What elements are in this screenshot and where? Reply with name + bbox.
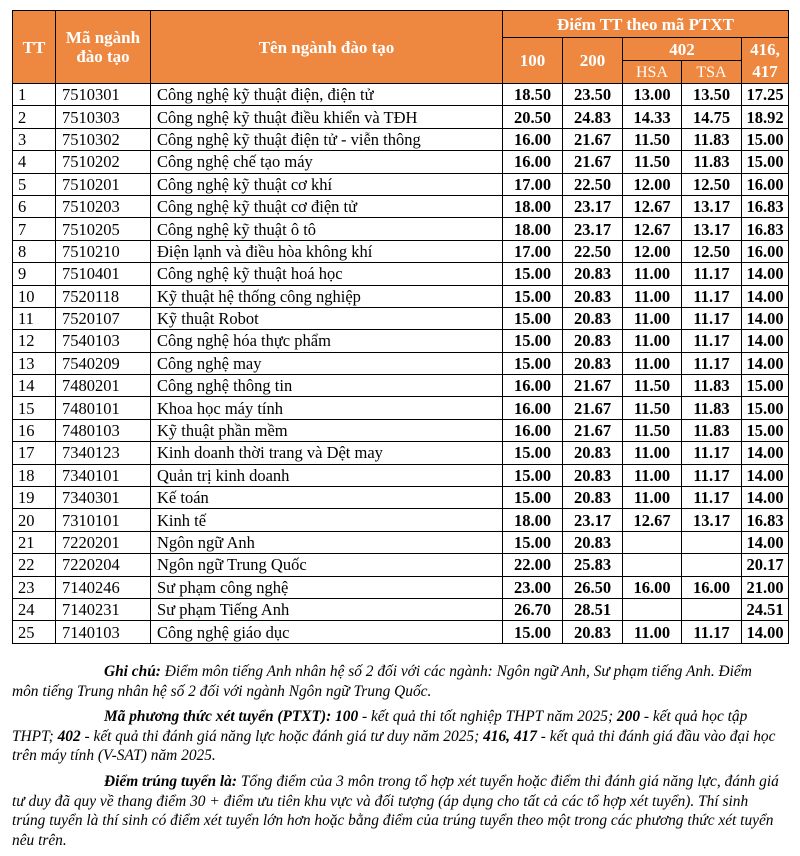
cell-score-hsa: 11.00 bbox=[623, 330, 682, 352]
note-method-200-text: - kết quả học tập THPT; bbox=[12, 708, 748, 745]
cell-score-hsa: 11.00 bbox=[623, 464, 682, 486]
cell-score-tsa bbox=[682, 598, 742, 620]
cell-score-hsa: 11.00 bbox=[623, 487, 682, 509]
cell-major-code: 7480103 bbox=[56, 419, 151, 441]
cell-score-tsa: 11.17 bbox=[682, 487, 742, 509]
cell-major-name: Quản trị kinh doanh bbox=[151, 464, 503, 486]
cell-score-100: 15.00 bbox=[503, 330, 563, 352]
cell-score-tsa: 11.17 bbox=[682, 307, 742, 329]
cell-tt: 15 bbox=[13, 397, 56, 419]
cell-major-name: Kinh doanh thời trang và Dệt may bbox=[151, 442, 503, 464]
cell-score-tsa: 11.17 bbox=[682, 263, 742, 285]
table-row bbox=[13, 531, 789, 553]
cell-major-name: Sư phạm công nghệ bbox=[151, 576, 503, 598]
cell-score-tsa: 11.17 bbox=[682, 464, 742, 486]
note-method-416-code: 416, 417 bbox=[483, 727, 537, 745]
cell-score-416-417: 15.00 bbox=[742, 397, 789, 419]
cell-score-hsa: 11.50 bbox=[623, 419, 682, 441]
cell-score-200: 21.67 bbox=[563, 128, 623, 150]
cell-score-416-417: 14.00 bbox=[742, 307, 789, 329]
cell-major-code: 7540103 bbox=[56, 330, 151, 352]
cell-major-code: 7510301 bbox=[56, 84, 151, 106]
table-row bbox=[13, 106, 789, 128]
cell-score-100: 16.00 bbox=[503, 151, 563, 173]
table-row bbox=[13, 598, 789, 620]
header-method-416-417: 416, 417 bbox=[742, 38, 789, 84]
cell-score-100: 26.70 bbox=[503, 598, 563, 620]
cell-score-hsa: 16.00 bbox=[623, 576, 682, 598]
cell-score-416-417: 20.17 bbox=[742, 554, 789, 576]
table-row bbox=[13, 330, 789, 352]
cell-tt: 13 bbox=[13, 352, 56, 374]
cell-major-code: 7510302 bbox=[56, 128, 151, 150]
cell-score-100: 18.50 bbox=[503, 84, 563, 106]
cell-score-416-417: 14.00 bbox=[742, 442, 789, 464]
cell-score-200: 20.83 bbox=[563, 464, 623, 486]
table-row bbox=[13, 173, 789, 195]
note-coefficient-text: Điểm môn tiếng Anh nhân hệ số 2 đối với các ngành: Ngôn ngữ Anh, Sư phạm tiếng Anh. Điểm môn tiếng Trung nhân hệ số 2 đối với ngành Ngôn ngữ Trung Quốc. bbox=[12, 663, 752, 700]
cell-tt: 5 bbox=[13, 173, 56, 195]
note-passing-score-label: Điểm trúng tuyển là: bbox=[104, 772, 237, 790]
cell-score-200: 20.83 bbox=[563, 442, 623, 464]
cell-score-416-417: 16.83 bbox=[742, 509, 789, 531]
cell-score-100: 22.00 bbox=[503, 554, 563, 576]
table-row bbox=[13, 218, 789, 240]
cell-tt: 18 bbox=[13, 464, 56, 486]
cell-tt: 21 bbox=[13, 531, 56, 553]
cell-major-code: 7510202 bbox=[56, 151, 151, 173]
note-method-codes bbox=[12, 707, 782, 766]
cell-tt: 16 bbox=[13, 419, 56, 441]
cell-score-416-417: 14.00 bbox=[742, 464, 789, 486]
cell-major-name: Kế toán bbox=[151, 487, 503, 509]
cell-major-name: Điện lạnh và điều hòa không khí bbox=[151, 240, 503, 262]
header-tsa: TSA bbox=[682, 61, 742, 84]
cell-score-tsa: 11.17 bbox=[682, 621, 742, 643]
cell-score-416-417: 16.00 bbox=[742, 240, 789, 262]
cell-score-hsa: 11.00 bbox=[623, 621, 682, 643]
cell-score-416-417: 14.00 bbox=[742, 285, 789, 307]
cell-score-tsa: 13.50 bbox=[682, 84, 742, 106]
cell-score-100: 16.00 bbox=[503, 419, 563, 441]
table-row bbox=[13, 464, 789, 486]
cell-score-tsa: 12.50 bbox=[682, 173, 742, 195]
cell-major-name: Công nghệ chế tạo máy bbox=[151, 151, 503, 173]
cell-major-name: Sư phạm Tiếng Anh bbox=[151, 598, 503, 620]
cell-major-name: Công nghệ kỹ thuật cơ khí bbox=[151, 173, 503, 195]
cell-score-hsa: 12.67 bbox=[623, 195, 682, 217]
cell-score-200: 20.83 bbox=[563, 621, 623, 643]
cell-score-416-417: 14.00 bbox=[742, 621, 789, 643]
cell-score-200: 26.50 bbox=[563, 576, 623, 598]
cell-major-name: Công nghệ hóa thực phẩm bbox=[151, 330, 503, 352]
cell-major-name: Kỹ thuật hệ thống công nghiệp bbox=[151, 285, 503, 307]
table-row bbox=[13, 240, 789, 262]
cell-major-code: 7340101 bbox=[56, 464, 151, 486]
cell-tt: 23 bbox=[13, 576, 56, 598]
table-row bbox=[13, 621, 789, 643]
cell-tt: 3 bbox=[13, 128, 56, 150]
cell-major-code: 7520107 bbox=[56, 307, 151, 329]
cell-score-100: 20.50 bbox=[503, 106, 563, 128]
cell-score-tsa: 11.17 bbox=[682, 285, 742, 307]
cell-score-hsa: 11.00 bbox=[623, 307, 682, 329]
cell-score-100: 18.00 bbox=[503, 218, 563, 240]
cell-major-code: 7510303 bbox=[56, 106, 151, 128]
cell-score-100: 23.00 bbox=[503, 576, 563, 598]
cell-score-hsa: 12.67 bbox=[623, 509, 682, 531]
header-major-code: Mã ngành đào tạo bbox=[56, 11, 151, 84]
cell-tt: 11 bbox=[13, 307, 56, 329]
cell-major-code: 7140103 bbox=[56, 621, 151, 643]
cell-tt: 8 bbox=[13, 240, 56, 262]
table-row bbox=[13, 442, 789, 464]
cell-major-name: Công nghệ kỹ thuật cơ điện tử bbox=[151, 195, 503, 217]
note-passing-score bbox=[12, 772, 782, 850]
cell-score-100: 16.00 bbox=[503, 375, 563, 397]
table-row bbox=[13, 509, 789, 531]
cell-score-hsa: 12.00 bbox=[623, 240, 682, 262]
cell-score-200: 20.83 bbox=[563, 307, 623, 329]
cell-major-code: 7220204 bbox=[56, 554, 151, 576]
cell-score-tsa: 11.17 bbox=[682, 330, 742, 352]
table-row bbox=[13, 576, 789, 598]
cell-score-hsa: 11.50 bbox=[623, 128, 682, 150]
cell-major-name: Công nghệ kỹ thuật ô tô bbox=[151, 218, 503, 240]
note-method-100-text: - kết quả thi tốt nghiệp THPT năm 2025; bbox=[358, 708, 617, 726]
header-score-group: Điểm TT theo mã PTXT bbox=[503, 11, 789, 38]
cell-tt: 7 bbox=[13, 218, 56, 240]
cell-tt: 19 bbox=[13, 487, 56, 509]
cell-score-100: 15.00 bbox=[503, 531, 563, 553]
cell-score-tsa bbox=[682, 554, 742, 576]
cell-major-code: 7540209 bbox=[56, 352, 151, 374]
cell-tt: 1 bbox=[13, 84, 56, 106]
table-row bbox=[13, 128, 789, 150]
cell-score-416-417: 16.83 bbox=[742, 195, 789, 217]
cell-major-name: Công nghệ may bbox=[151, 352, 503, 374]
cell-tt: 12 bbox=[13, 330, 56, 352]
cell-score-200: 25.83 bbox=[563, 554, 623, 576]
note-method-codes-label: Mã phương thức xét tuyển (PTXT): 100 bbox=[104, 708, 359, 726]
cell-tt: 22 bbox=[13, 554, 56, 576]
cell-score-tsa: 13.17 bbox=[682, 195, 742, 217]
cell-score-416-417: 15.00 bbox=[742, 151, 789, 173]
cell-score-hsa: 11.00 bbox=[623, 352, 682, 374]
cell-major-code: 7510205 bbox=[56, 218, 151, 240]
cell-tt: 10 bbox=[13, 285, 56, 307]
cell-score-416-417: 15.00 bbox=[742, 419, 789, 441]
cell-tt: 9 bbox=[13, 263, 56, 285]
cell-major-name: Kỹ thuật Robot bbox=[151, 307, 503, 329]
cell-tt: 20 bbox=[13, 509, 56, 531]
cell-score-hsa: 11.00 bbox=[623, 442, 682, 464]
header-major-name: Tên ngành đào tạo bbox=[151, 11, 503, 84]
cell-major-code: 7480101 bbox=[56, 397, 151, 419]
cell-score-tsa: 11.17 bbox=[682, 442, 742, 464]
cell-score-416-417: 16.00 bbox=[742, 173, 789, 195]
cell-score-100: 16.00 bbox=[503, 397, 563, 419]
cell-score-200: 23.17 bbox=[563, 195, 623, 217]
cell-major-code: 7140246 bbox=[56, 576, 151, 598]
cell-major-name: Kỹ thuật phần mềm bbox=[151, 419, 503, 441]
cell-score-200: 23.50 bbox=[563, 84, 623, 106]
header-hsa: HSA bbox=[623, 61, 682, 84]
cell-score-100: 15.00 bbox=[503, 307, 563, 329]
cell-score-hsa: 12.67 bbox=[623, 218, 682, 240]
table-row bbox=[13, 285, 789, 307]
cell-score-tsa: 11.83 bbox=[682, 397, 742, 419]
cell-score-hsa: 11.50 bbox=[623, 397, 682, 419]
cell-score-tsa: 11.83 bbox=[682, 375, 742, 397]
cell-major-code: 7340123 bbox=[56, 442, 151, 464]
cell-score-100: 15.00 bbox=[503, 621, 563, 643]
cell-score-416-417: 14.00 bbox=[742, 263, 789, 285]
note-coefficient bbox=[12, 662, 782, 701]
table-row bbox=[13, 84, 789, 106]
cell-score-hsa bbox=[623, 531, 682, 553]
cell-score-200: 20.83 bbox=[563, 330, 623, 352]
table-row bbox=[13, 151, 789, 173]
table-row bbox=[13, 195, 789, 217]
header-tt: TT bbox=[13, 11, 56, 84]
cell-major-code: 7310101 bbox=[56, 509, 151, 531]
note-method-402-text: - kết quả thi đánh giá năng lực hoặc đánh giá tư duy năm 2025; bbox=[80, 727, 484, 745]
cell-score-tsa: 12.50 bbox=[682, 240, 742, 262]
table-row bbox=[13, 307, 789, 329]
table-row bbox=[13, 419, 789, 441]
cell-score-100: 17.00 bbox=[503, 173, 563, 195]
notes-section bbox=[12, 662, 782, 856]
cell-tt: 17 bbox=[13, 442, 56, 464]
cell-tt: 24 bbox=[13, 598, 56, 620]
table-row bbox=[13, 397, 789, 419]
cell-score-200: 22.50 bbox=[563, 173, 623, 195]
cell-score-200: 20.83 bbox=[563, 531, 623, 553]
cell-score-100: 15.00 bbox=[503, 263, 563, 285]
cell-score-tsa: 11.83 bbox=[682, 128, 742, 150]
cell-tt: 6 bbox=[13, 195, 56, 217]
cell-score-416-417: 17.25 bbox=[742, 84, 789, 106]
cell-score-416-417: 24.51 bbox=[742, 598, 789, 620]
table-row bbox=[13, 263, 789, 285]
cell-major-name: Khoa học máy tính bbox=[151, 397, 503, 419]
cell-score-200: 22.50 bbox=[563, 240, 623, 262]
cell-major-name: Công nghệ kỹ thuật điện tử - viễn thông bbox=[151, 128, 503, 150]
cell-score-100: 15.00 bbox=[503, 352, 563, 374]
cell-score-100: 15.00 bbox=[503, 442, 563, 464]
cell-major-code: 7510401 bbox=[56, 263, 151, 285]
cell-score-200: 21.67 bbox=[563, 151, 623, 173]
note-coefficient-label: Ghi chú: bbox=[104, 663, 161, 680]
note-method-416-text: - kết quả thi đánh giá đầu vào đại học trên máy tính (V-SAT) năm 2025. bbox=[12, 727, 776, 765]
cell-major-code: 7140231 bbox=[56, 598, 151, 620]
cell-score-tsa: 13.17 bbox=[682, 509, 742, 531]
header-method-200: 200 bbox=[563, 38, 623, 84]
cell-score-hsa: 11.50 bbox=[623, 375, 682, 397]
cell-score-416-417: 21.00 bbox=[742, 576, 789, 598]
cell-score-100: 17.00 bbox=[503, 240, 563, 262]
cell-score-tsa: 14.75 bbox=[682, 106, 742, 128]
cell-score-200: 20.83 bbox=[563, 263, 623, 285]
cell-score-tsa bbox=[682, 531, 742, 553]
cell-score-tsa: 16.00 bbox=[682, 576, 742, 598]
cell-score-200: 21.67 bbox=[563, 419, 623, 441]
cell-score-hsa: 13.00 bbox=[623, 84, 682, 106]
table-row bbox=[13, 375, 789, 397]
cell-score-100: 18.00 bbox=[503, 509, 563, 531]
cell-score-100: 15.00 bbox=[503, 464, 563, 486]
admission-score-table bbox=[12, 10, 789, 644]
cell-score-416-417: 16.83 bbox=[742, 218, 789, 240]
cell-score-hsa: 14.33 bbox=[623, 106, 682, 128]
table-row bbox=[13, 487, 789, 509]
cell-score-hsa: 11.00 bbox=[623, 263, 682, 285]
cell-score-200: 21.67 bbox=[563, 397, 623, 419]
cell-score-hsa bbox=[623, 598, 682, 620]
cell-major-name: Công nghệ giáo dục bbox=[151, 621, 503, 643]
cell-score-200: 20.83 bbox=[563, 285, 623, 307]
cell-major-code: 7510210 bbox=[56, 240, 151, 262]
cell-score-hsa: 11.00 bbox=[623, 285, 682, 307]
cell-score-416-417: 14.00 bbox=[742, 487, 789, 509]
cell-major-name: Kinh tế bbox=[151, 509, 503, 531]
cell-score-tsa: 11.83 bbox=[682, 419, 742, 441]
cell-score-200: 20.83 bbox=[563, 487, 623, 509]
cell-score-200: 20.83 bbox=[563, 352, 623, 374]
cell-major-name: Công nghệ kỹ thuật hoá học bbox=[151, 263, 503, 285]
cell-score-100: 16.00 bbox=[503, 128, 563, 150]
cell-score-200: 23.17 bbox=[563, 509, 623, 531]
cell-tt: 2 bbox=[13, 106, 56, 128]
cell-major-code: 7220201 bbox=[56, 531, 151, 553]
cell-score-100: 15.00 bbox=[503, 285, 563, 307]
cell-score-200: 24.83 bbox=[563, 106, 623, 128]
cell-score-200: 21.67 bbox=[563, 375, 623, 397]
cell-major-code: 7480201 bbox=[56, 375, 151, 397]
cell-score-tsa: 11.83 bbox=[682, 151, 742, 173]
cell-score-hsa bbox=[623, 554, 682, 576]
cell-score-100: 18.00 bbox=[503, 195, 563, 217]
cell-major-code: 7520118 bbox=[56, 285, 151, 307]
table-row bbox=[13, 352, 789, 374]
cell-major-code: 7510201 bbox=[56, 173, 151, 195]
cell-score-416-417: 15.00 bbox=[742, 375, 789, 397]
cell-score-416-417: 15.00 bbox=[742, 128, 789, 150]
cell-score-416-417: 18.92 bbox=[742, 106, 789, 128]
table-row bbox=[13, 554, 789, 576]
header-method-100: 100 bbox=[503, 38, 563, 84]
note-method-200-code: 200 bbox=[616, 708, 641, 726]
cell-score-200: 23.17 bbox=[563, 218, 623, 240]
cell-score-tsa: 13.17 bbox=[682, 218, 742, 240]
cell-major-code: 7340301 bbox=[56, 487, 151, 509]
cell-major-name: Công nghệ kỹ thuật điều khiển và TĐH bbox=[151, 106, 503, 128]
table-body bbox=[13, 84, 789, 644]
cell-major-name: Công nghệ kỹ thuật điện, điện tử bbox=[151, 84, 503, 106]
note-method-402-code: 402 bbox=[57, 727, 81, 745]
cell-tt: 4 bbox=[13, 151, 56, 173]
cell-score-100: 15.00 bbox=[503, 487, 563, 509]
cell-score-tsa: 11.17 bbox=[682, 352, 742, 374]
cell-score-hsa: 11.50 bbox=[623, 151, 682, 173]
cell-score-416-417: 14.00 bbox=[742, 352, 789, 374]
cell-score-416-417: 14.00 bbox=[742, 531, 789, 553]
cell-major-name: Ngôn ngữ Anh bbox=[151, 531, 503, 553]
table-header bbox=[13, 11, 789, 84]
cell-tt: 25 bbox=[13, 621, 56, 643]
cell-score-200: 28.51 bbox=[563, 598, 623, 620]
cell-score-416-417: 14.00 bbox=[742, 330, 789, 352]
cell-major-code: 7510203 bbox=[56, 195, 151, 217]
header-method-402: 402 bbox=[623, 38, 742, 61]
cell-tt: 14 bbox=[13, 375, 56, 397]
cell-major-name: Công nghệ thông tin bbox=[151, 375, 503, 397]
cell-score-hsa: 12.00 bbox=[623, 173, 682, 195]
note-passing-score-text: Tổng điểm của 3 môn trong tổ hợp xét tuyển hoặc điểm thi đánh giá năng lực, đánh giá tư duy đã quy về thang điểm 30 + điểm ưu tiên khu vực và đối tượng (áp dụng cho tất cả các tổ hợp xét tuyển). Thí sinh trúng tuyển là thí sinh có điểm xét tuyển lớn hơn hoặc bằng điểm của trúng tuyển theo một trong các phương thức xét tuyển nêu trên. bbox=[12, 772, 779, 849]
cell-major-name: Ngôn ngữ Trung Quốc bbox=[151, 554, 503, 576]
